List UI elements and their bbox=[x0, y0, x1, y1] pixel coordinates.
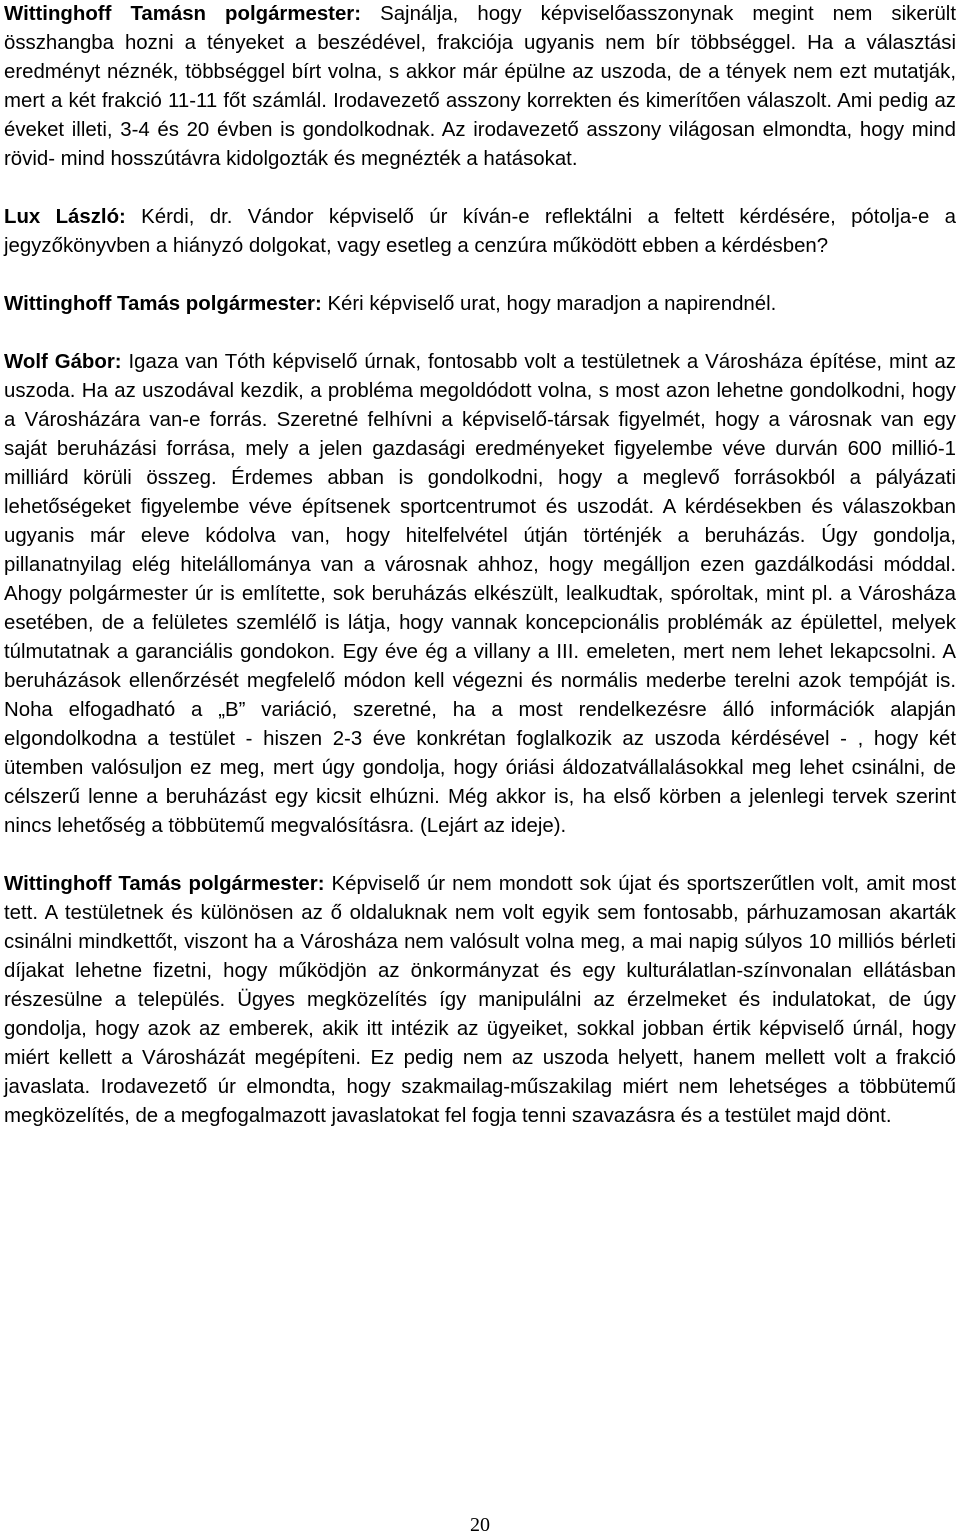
paragraph-3 bbox=[4, 290, 956, 319]
document-page bbox=[4, 0, 956, 1131]
speaker-name: Wittinghoff Tamás polgármester: bbox=[4, 293, 322, 315]
page-number: 20 bbox=[470, 1514, 490, 1536]
paragraph-2 bbox=[4, 203, 956, 261]
paragraph-1 bbox=[4, 0, 956, 174]
speaker-name: Wittinghoff Tamás polgármester: bbox=[4, 873, 325, 895]
paragraph-text: Sajnálja, hogy képviselőasszonynak megint nem sikerült összhangba hozni a tényeket a beszédével, frakciója ugyanis nem bír többséggel. Ha a választási eredményt néznék, többséggel bírt volna, s akkor már épülne az uszoda, de a tények nem ezt mutatják, mert a két frakció 11-11 főt számlál. Irodavezető asszony korrekten és kimerítően válaszolt. Ami pedig az éveket illeti, 3-4 és 20 évben is gondolkodnak. Az irodavezető asszony világosan elmondta, hogy mind rövid- mind hosszútávra kidolgozták és megnézték a hatásokat. bbox=[4, 3, 956, 170]
speaker-name: Lux László: bbox=[4, 206, 126, 228]
paragraph-text: Igaza van Tóth képviselő úrnak, fontosabb volt a testületnek a Városháza építése, mint az uszoda. Ha az uszodával kezdik, a probléma megoldódott volna, s most azon lehetne gondolkodni, hogy a Városházára van-e forrás. Szeretné felhívni a képviselő-társak figyelmét, hogy a városnak van egy saját beruházási forrása, mely a jelen gazdasági eredményeket figyelembe véve durván 600 millió-1 milliárd körüli összeg. Érdemes abban is gondolkodni, hogy a meglevő forrásokból a pályázati lehetőségeket figyelembe véve építsenek sportcentrumot és uszodát. A kérdésekben és válaszokban ugyanis már eleve kódolva van, hogy hitelfelvétel útján történjék a beruházás. Úgy gondolja, pillanatnyilag elég hitelállománya van a városnak ahhoz, hogy megálljon ezen gazdálkodási móddal. Ahogy polgármester úr is említette, sok beruházás elkészült, lealkudtak, spóroltak, mint pl. a Városháza esetében, de a felületes szemlélő is látja, hogy vannak koncepcionális problémák az épülettel, melyek túlmutatnak a garanciális gondokon. Egy éve ég a villany a III. emeleten, mert nem lehet lekapcsolni. A beruházások ellenőrzését megfelelő módon kell végezni és normális mederbe terelni azok tempóját is. Noha elfogadható a „B” variáció, szeretné, ha a most rendelkezésre álló információk alapján elgondolkodna a testület - hiszen 2-3 éve konkrétan foglalkozik az uszoda kérdésével - , hogy két ütemben valósuljon ez meg, mert úgy gondolja, hogy óriási áldozatvállalásokkal meg lehet csinálni, de célszerű lenne a beruházást egy kicsit elhúzni. Még akkor is, ha első körben a jelenlegi tervek szerint nincs lehetőség a többütemű megvalósításra. (Lejárt az ideje). bbox=[4, 351, 956, 837]
speaker-name: Wittinghoff Tamásn polgármester: bbox=[4, 3, 362, 25]
paragraph-text: Kérdi, dr. Vándor képviselő úr kíván-e reflektálni a feltett kérdésére, pótolja-e a jegyzőkönyvben a hiányzó dolgokat, vagy esetleg a cenzúra működött ebben a kérdésben? bbox=[4, 206, 956, 257]
paragraph-text: Képviselő úr nem mondott sok újat és sportszerűtlen volt, amit most tett. A testületnek és különösen az ő oldaluknak nem volt egyik sem fontosabb, párhuzamosan akarták csinálni mindkettőt, viszont ha a Városháza nem valósult volna meg, a mai napig súlyos 10 milliós bérleti díjakat lehetne fizetni, hogy működjön az önkormányzat és egy kulturálatlan-színvonalan ellátásban részesülne a település. Ügyes megközelítés így manipulálni az érzelmeket és indulatokat, de úgy gondolja, hogy azok az emberek, akik itt intézik az ügyeiket, sokkal jobban értik képviselő úrnál, hogy miért kellett a Városházát megépíteni. Ez pedig nem az uszoda helyett, hanem mellett volt a frakció javaslata. Irodavezető úr elmondta, hogy szakmailag-műszakilag miért nem lehetséges a többütemű megközelítés, de a megfogalmazott javaslatokat fel fogja tenni szavazásra és a testület majd dönt. bbox=[4, 873, 956, 1127]
speaker-name: Wolf Gábor: bbox=[4, 351, 122, 373]
paragraph-4 bbox=[4, 348, 956, 841]
paragraph-5 bbox=[4, 870, 956, 1131]
paragraph-text: Kéri képviselő urat, hogy maradjon a napirendnél. bbox=[321, 293, 777, 315]
